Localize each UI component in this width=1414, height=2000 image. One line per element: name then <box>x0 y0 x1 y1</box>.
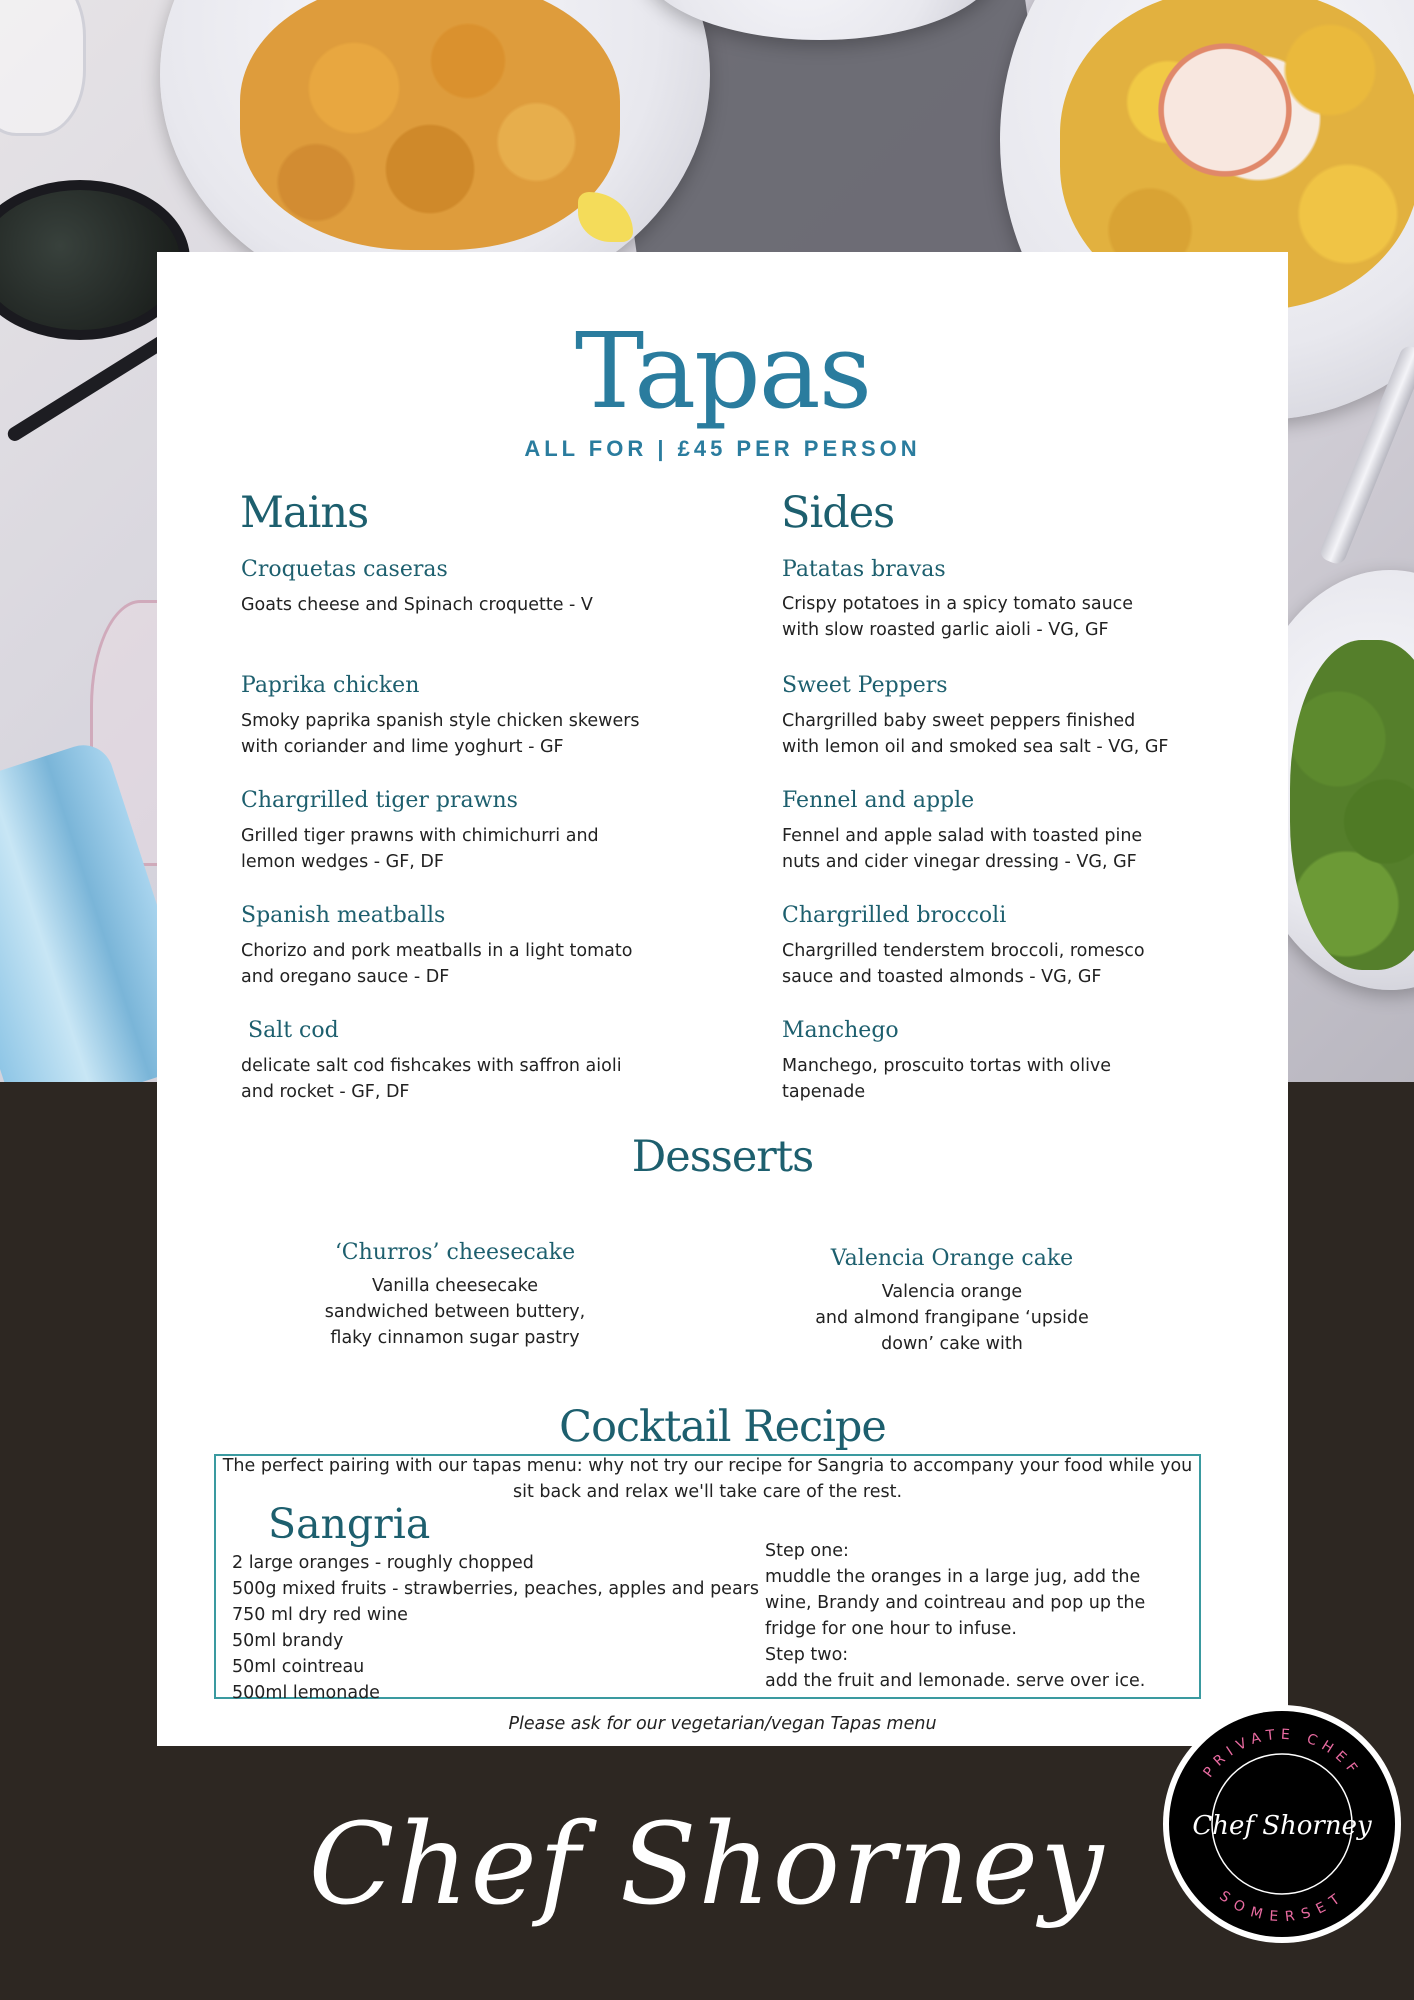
ingredient-item: 500g mixed fruits - strawberries, peaches, apples and pears <box>232 1579 759 1599</box>
main-dish-desc: Goats cheese and Spinach croquette - V <box>241 595 593 615</box>
dessert-desc <box>802 1279 1102 1357</box>
side-dish-name: Sweet Peppers <box>782 673 948 698</box>
fried-calamari <box>240 0 620 250</box>
sides-heading: Sides <box>781 488 895 538</box>
badge-top-text: PRIVATE CHEF <box>1200 1726 1364 1781</box>
side-dish-desc: Fennel and apple salad with toasted pine nuts and cider vinegar dressing - VG, GF <box>782 826 1143 872</box>
side-dish-name: Fennel and apple <box>782 788 975 813</box>
mains-heading: Mains <box>240 488 369 538</box>
vegan-menu-note: Please ask for our vegetarian/vegan Tapas menu <box>508 1714 937 1734</box>
step-label: Step two: <box>765 1645 849 1665</box>
private-chef-badge-logo <box>1161 1703 1403 1945</box>
side-dish-desc: Manchego, proscuito tortas with olive tapenade <box>782 1056 1112 1102</box>
ingredient-item: 2 large oranges - roughly chopped <box>232 1553 534 1573</box>
method-steps <box>765 1538 1185 1694</box>
dessert-desc-line: and almond frangipane ‘upside <box>815 1308 1089 1328</box>
side-dish-desc: Crispy potatoes in a spicy tomato sauce with slow roasted garlic aioli - VG, GF <box>782 594 1134 640</box>
main-dish-name: Spanish meatballs <box>241 903 446 928</box>
desserts-heading: Desserts <box>631 1132 814 1182</box>
dessert-desc-line: Vanilla cheesecake <box>371 1276 539 1296</box>
ingredient-item: 500ml lemonade <box>232 1683 380 1703</box>
wine-glass <box>0 0 86 136</box>
ingredient-item: 50ml brandy <box>232 1631 344 1651</box>
badge-bottom-text: SOMERSET <box>1216 1887 1348 1925</box>
menu-price: ALL FOR | £45 PER PERSON <box>524 436 921 461</box>
main-dish-desc: Chorizo and pork meatballs in a light tomato and oregano sauce - DF <box>241 941 633 987</box>
cocktail-recipe-box <box>214 1454 1201 1703</box>
step-text: add the fruit and lemonade. serve over ice. <box>765 1671 1146 1691</box>
side-dish-name: Patatas bravas <box>782 557 946 582</box>
cocktail-intro: The perfect pairing with our tapas menu: why not try our recipe for Sangria to accompany your food while you sit back and relax we'll take care of the rest. <box>222 1456 1193 1502</box>
chef-signature: Chef Shorney <box>308 1800 1106 1930</box>
menu-card <box>157 252 1288 1746</box>
ingredients-list <box>232 1550 759 1706</box>
ingredient-item: 50ml cointreau <box>232 1657 365 1677</box>
cocktail-heading: Cocktail Recipe <box>559 1402 886 1452</box>
step-label: Step one: <box>765 1541 849 1561</box>
menu-title: Tapas <box>574 310 871 432</box>
dessert-desc-line: down’ cake with <box>881 1334 1023 1354</box>
main-dish-name: Chargrilled tiger prawns <box>241 788 518 813</box>
main-dish-name: Paprika chicken <box>241 673 420 698</box>
main-dish-desc: Grilled tiger prawns with chimichurri and lemon wedges - GF, DF <box>241 826 599 872</box>
main-dish-desc: delicate salt cod fishcakes with saffron aioli and rocket - GF, DF <box>241 1056 622 1102</box>
main-dish-name: Croquetas caseras <box>241 557 448 582</box>
dessert-desc-line: flaky cinnamon sugar pastry <box>330 1328 580 1348</box>
side-dish-desc: Chargrilled tenderstem broccoli, romesco sauce and toasted almonds - VG, GF <box>782 941 1145 987</box>
aioli-dollop <box>1140 40 1310 180</box>
side-dish-name: Chargrilled broccoli <box>782 903 1007 928</box>
step-text: muddle the oranges in a large jug, add the wine, Brandy and cointreau and pop up the fridge for one hour to infuse. <box>765 1567 1146 1639</box>
main-dish-desc: Smoky paprika spanish style chicken skewers with coriander and lime yoghurt - GF <box>241 711 640 757</box>
side-dish-desc: Chargrilled baby sweet peppers finished with lemon oil and smoked sea salt - VG, GF <box>782 711 1169 757</box>
padron-peppers <box>1290 640 1414 970</box>
dessert-desc <box>305 1273 605 1351</box>
side-dish-name: Manchego <box>782 1018 899 1043</box>
dessert-name: ‘Churros’ cheesecake <box>334 1240 576 1265</box>
dessert-desc-line: Valencia orange <box>881 1282 1023 1302</box>
main-dish-name: Salt cod <box>241 1018 339 1043</box>
dessert-name: Valencia Orange cake <box>830 1246 1074 1271</box>
dessert-desc-line: sandwiched between buttery, <box>324 1302 586 1322</box>
cocktail-name: Sangria <box>268 1500 431 1548</box>
badge-center-text: Chef Shorney <box>1192 1811 1372 1841</box>
ingredient-item: 750 ml dry red wine <box>232 1605 408 1625</box>
